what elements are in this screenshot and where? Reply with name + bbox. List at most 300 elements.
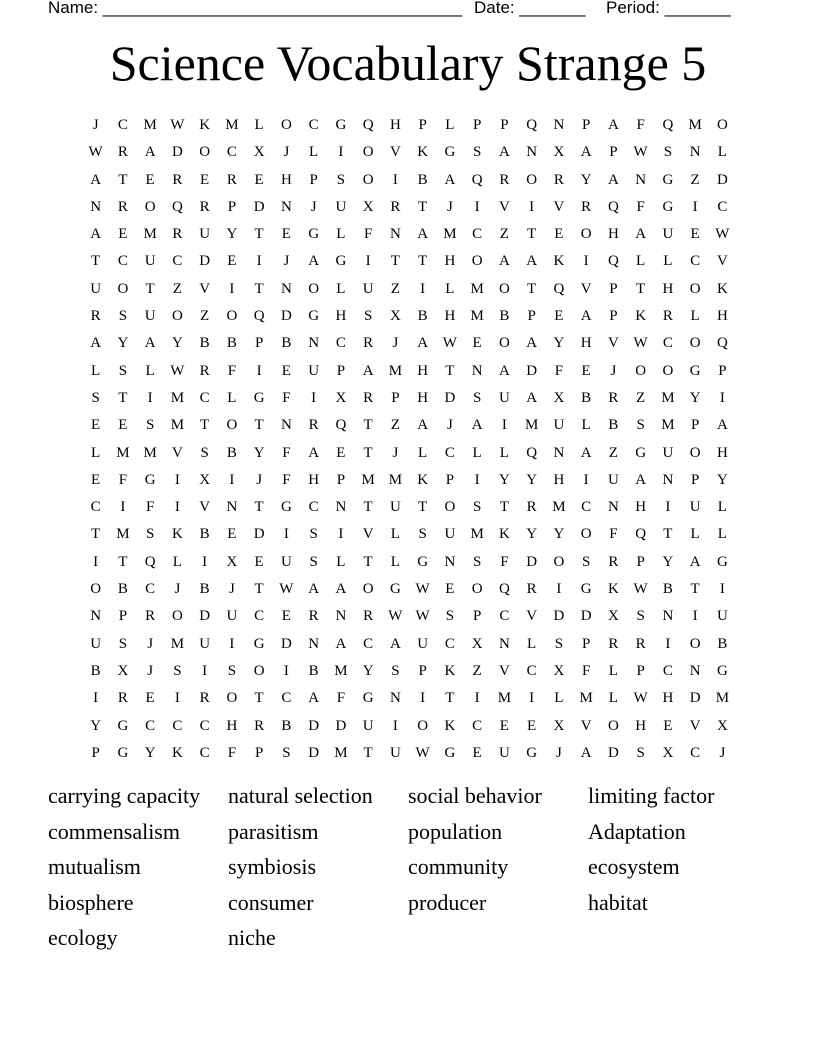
grid-letter: Q: [471, 171, 483, 188]
grid-letter: E: [336, 444, 346, 461]
grid-letter: T: [363, 444, 373, 461]
grid-letter: T: [118, 171, 128, 188]
grid-letter: S: [173, 662, 182, 679]
grid-letter: C: [363, 635, 374, 652]
grid-letter: D: [199, 253, 211, 270]
grid-letter: C: [581, 499, 592, 516]
grid-letter: E: [145, 171, 155, 188]
grid-letter: V: [716, 253, 728, 270]
grid-letter: A: [689, 553, 701, 570]
grid-letter: P: [254, 744, 264, 761]
grid-letter: N: [444, 553, 456, 570]
grid-letter: Y: [253, 444, 265, 461]
grid-letter: I: [420, 280, 426, 297]
grid-letter: N: [526, 144, 538, 161]
grid-letter: A: [580, 444, 592, 461]
grid-letter: I: [202, 662, 208, 679]
grid-letter: U: [144, 253, 156, 270]
grid-letter: O: [308, 280, 320, 297]
grid-letter: U: [662, 226, 674, 243]
grid-letter: O: [580, 526, 592, 543]
grid-letter: Z: [608, 444, 618, 461]
grid-letter: V: [199, 280, 211, 297]
grid-letter: Y: [498, 471, 510, 488]
grid-letter: E: [554, 226, 564, 243]
grid-letter: I: [665, 635, 671, 652]
grid-letter: W: [415, 744, 430, 761]
grid-letter: P: [636, 662, 645, 679]
grid-letter: T: [363, 744, 373, 761]
grid-letter: M: [388, 362, 403, 379]
word-list-item: natural selection: [228, 783, 373, 808]
grid-letter: P: [472, 117, 482, 133]
grid-letter: E: [91, 471, 101, 488]
grid-letter: K: [171, 526, 183, 543]
grid-letter: B: [499, 308, 510, 325]
grid-letter: T: [499, 499, 509, 516]
grid-letter: W: [388, 608, 403, 625]
grid-letter: L: [336, 280, 346, 297]
grid-letter: A: [417, 335, 429, 352]
grid-letter: P: [690, 471, 700, 488]
grid-letter: Q: [335, 417, 347, 434]
grid-letter: H: [553, 471, 565, 488]
grid-letter: U: [362, 717, 374, 734]
grid-letter: H: [662, 280, 674, 297]
grid-letter: L: [472, 444, 482, 461]
grid-letter: O: [171, 308, 183, 325]
grid-letter: O: [117, 280, 129, 297]
grid-letter: D: [689, 690, 701, 707]
grid-letter: Q: [607, 253, 619, 270]
grid-letter: T: [690, 581, 700, 598]
grid-letter: F: [118, 471, 128, 488]
grid-letter: A: [335, 581, 347, 598]
grid-letter: E: [118, 226, 128, 243]
grid-letter: E: [227, 253, 237, 270]
grid-letter: P: [581, 635, 591, 652]
grid-letter: U: [417, 635, 429, 652]
grid-letter: U: [689, 499, 701, 516]
grid-letter: S: [91, 389, 100, 406]
grid-letter: U: [498, 389, 510, 406]
grid-letter: I: [202, 553, 208, 570]
grid-letter: S: [309, 526, 318, 543]
grid-letter: Q: [171, 198, 183, 215]
grid-letter: U: [662, 444, 674, 461]
grid-letter: C: [254, 608, 265, 625]
grid-letter: Q: [144, 553, 156, 570]
grid-letter: P: [527, 308, 536, 325]
grid-row: [82, 223, 736, 250]
grid-letter: C: [690, 744, 701, 761]
grid-letter: M: [143, 226, 157, 243]
grid-letter: P: [472, 608, 482, 625]
grid-row: [82, 114, 736, 141]
grid-letter: W: [715, 226, 730, 243]
grid-letter: V: [580, 280, 592, 297]
grid-letter: R: [117, 144, 128, 161]
grid-letter: C: [226, 144, 237, 161]
grid-letter: O: [362, 171, 374, 188]
grid-letter: V: [362, 526, 374, 543]
grid-letter: J: [228, 581, 235, 598]
grid-letter: N: [280, 198, 292, 215]
grid-letter: A: [144, 335, 156, 352]
grid-letter: T: [418, 499, 428, 516]
grid-letter: T: [254, 581, 264, 598]
grid-letter: K: [607, 581, 619, 598]
grid-letter: G: [253, 635, 265, 652]
grid-letter: B: [417, 171, 428, 188]
word-list-item: ecosystem: [588, 854, 680, 880]
grid-letter: I: [474, 198, 480, 215]
grid-letter: M: [361, 471, 375, 488]
grid-letter: R: [363, 335, 374, 352]
grid-letter: I: [174, 499, 180, 516]
grid-letter: P: [500, 117, 509, 133]
grid-letter: G: [144, 471, 156, 488]
grid-letter: T: [118, 553, 128, 570]
grid-letter: C: [117, 253, 128, 270]
grid-letter: P: [91, 744, 100, 761]
grid-letter: N: [471, 362, 483, 379]
grid-letter: H: [716, 444, 728, 461]
grid-letter: O: [662, 362, 674, 379]
grid-letter: S: [145, 526, 155, 543]
grid-letter: C: [444, 444, 455, 461]
grid-letter: R: [363, 608, 374, 625]
grid-letter: U: [90, 280, 102, 297]
grid-letter: P: [227, 198, 237, 215]
grid-letter: E: [445, 581, 455, 598]
grid-letter: X: [117, 662, 129, 679]
header: [48, 0, 768, 19]
grid-letter: R: [308, 608, 319, 625]
grid-letter: I: [147, 389, 153, 406]
grid-letter: T: [363, 499, 373, 516]
grid-letter: T: [527, 280, 537, 297]
grid-letter: F: [636, 117, 645, 133]
grid-letter: B: [281, 717, 292, 734]
letter-grid: [82, 114, 736, 764]
grid-letter: O: [444, 499, 456, 516]
grid-row: [82, 196, 736, 223]
grid-letter: X: [553, 389, 565, 406]
grid-letter: Z: [390, 280, 400, 297]
grid-letter: A: [308, 581, 320, 598]
grid-letter: N: [308, 335, 320, 352]
grid-letter: X: [553, 717, 565, 734]
grid-letter: P: [445, 471, 455, 488]
grid-letter: B: [717, 635, 728, 652]
grid-letter: X: [389, 308, 401, 325]
word-list-item: carrying capacity: [48, 783, 201, 808]
word-list-item: social behavior: [408, 783, 542, 808]
grid-letter: L: [91, 444, 101, 461]
grid-letter: R: [90, 308, 101, 325]
grid-letter: O: [199, 144, 211, 161]
grid-letter: G: [417, 553, 429, 570]
grid-letter: O: [280, 117, 292, 133]
grid-letter: M: [443, 226, 457, 243]
grid-letter: E: [581, 362, 591, 379]
grid-letter: X: [362, 198, 374, 215]
grid-letter: K: [417, 471, 429, 488]
grid-letter: V: [199, 499, 211, 516]
grid-letter: U: [389, 499, 401, 516]
grid-letter: D: [253, 198, 265, 215]
grid-letter: I: [229, 280, 235, 297]
grid-letter: P: [254, 335, 264, 352]
grid-letter: E: [281, 362, 291, 379]
word-list-item: symbiosis: [228, 854, 317, 880]
grid-letter: H: [444, 253, 456, 270]
grid-letter: G: [716, 553, 728, 570]
grid-letter: Y: [526, 526, 538, 543]
grid-letter: C: [662, 335, 673, 352]
grid-letter: G: [389, 581, 401, 598]
grid-letter: H: [308, 471, 320, 488]
grid-letter: O: [498, 280, 510, 297]
grid-letter: Y: [362, 662, 374, 679]
grid-letter: P: [418, 117, 427, 133]
grid-letter: T: [445, 690, 455, 707]
grid-letter: H: [389, 117, 401, 133]
grid-letter: F: [282, 444, 291, 461]
grid-letter: B: [226, 335, 237, 352]
grid-letter: R: [662, 308, 673, 325]
grid-letter: Y: [90, 717, 102, 734]
word-list-item: parasitism: [228, 818, 319, 844]
grid-letter: U: [607, 471, 619, 488]
grid-letter: A: [716, 417, 728, 434]
grid-letter: W: [633, 690, 648, 707]
grid-letter: M: [552, 499, 566, 516]
grid-letter: C: [499, 608, 510, 625]
grid-letter: Q: [553, 280, 565, 297]
grid-letter: R: [608, 635, 619, 652]
grid-letter: R: [608, 389, 619, 406]
grid-letter: C: [472, 717, 483, 734]
grid-letter: X: [199, 471, 211, 488]
grid-letter: R: [172, 171, 183, 188]
grid-letter: I: [229, 635, 235, 652]
grid-letter: X: [335, 389, 347, 406]
grid-letter: E: [472, 335, 482, 352]
grid-letter: T: [254, 690, 264, 707]
grid-row: [82, 278, 736, 305]
grid-letter: F: [227, 744, 237, 761]
grid-letter: M: [470, 526, 484, 543]
grid-letter: L: [717, 499, 727, 516]
grid-letter: I: [420, 690, 426, 707]
grid-letter: S: [200, 444, 209, 461]
grid-letter: W: [279, 581, 294, 598]
grid-letter: L: [717, 144, 727, 161]
grid-letter: Z: [690, 171, 700, 188]
grid-letter: B: [199, 581, 210, 598]
grid-letter: O: [716, 117, 728, 133]
grid-letter: K: [444, 717, 456, 734]
grid-letter: Z: [200, 308, 210, 325]
grid-row: [82, 742, 736, 769]
grid-letter: T: [254, 417, 264, 434]
grid-letter: F: [609, 526, 618, 543]
grid-letter: Y: [526, 471, 538, 488]
grid-letter: S: [472, 553, 482, 570]
grid-letter: I: [120, 499, 126, 516]
grid-letter: I: [392, 171, 398, 188]
grid-letter: M: [170, 417, 185, 434]
grid-letter: Z: [172, 280, 182, 297]
grid-letter: E: [254, 553, 264, 570]
grid-row: [82, 551, 736, 578]
grid-letter: G: [580, 581, 592, 598]
grid-letter: Y: [716, 471, 728, 488]
grid-letter: X: [553, 662, 565, 679]
grid-letter: L: [690, 526, 700, 543]
grid-letter: X: [607, 608, 619, 625]
grid-letter: T: [663, 526, 673, 543]
grid-letter: I: [283, 662, 289, 679]
grid-letter: G: [635, 444, 647, 461]
grid-letter: G: [308, 226, 320, 243]
grid-letter: I: [719, 389, 725, 406]
grid-row: [82, 469, 736, 496]
grid-letter: T: [254, 226, 264, 243]
grid-letter: X: [553, 144, 565, 161]
grid-letter: O: [689, 335, 701, 352]
grid-letter: G: [662, 198, 674, 215]
grid-letter: N: [389, 690, 401, 707]
grid-letter: H: [580, 335, 592, 352]
grid-letter: A: [308, 253, 320, 270]
grid-letter: R: [553, 171, 564, 188]
grid-row: [82, 169, 736, 196]
grid-letter: K: [417, 144, 429, 161]
grid-letter: I: [583, 471, 589, 488]
grid-row: [82, 442, 736, 469]
grid-letter: T: [445, 362, 455, 379]
grid-letter: R: [199, 198, 210, 215]
grid-letter: A: [526, 335, 538, 352]
word-list-item: limiting factor: [588, 783, 715, 808]
grid-letter: F: [363, 226, 373, 243]
grid-letter: R: [199, 362, 210, 379]
grid-letter: S: [363, 308, 373, 325]
grid-letter: H: [607, 226, 619, 243]
grid-letter: R: [145, 608, 156, 625]
grid-letter: G: [280, 499, 292, 516]
grid-letter: G: [117, 717, 129, 734]
grid-letter: D: [171, 144, 183, 161]
grid-row: [82, 387, 736, 414]
grid-letter: K: [716, 280, 728, 297]
grid-letter: A: [90, 335, 102, 352]
grid-letter: P: [336, 362, 346, 379]
grid-letter: T: [390, 253, 400, 270]
grid-letter: U: [226, 608, 238, 625]
grid-letter: J: [283, 253, 290, 270]
grid-row: [82, 633, 736, 660]
grid-letter: S: [581, 553, 591, 570]
grid-letter: U: [335, 198, 347, 215]
grid-letter: A: [498, 144, 510, 161]
grid-letter: L: [336, 226, 346, 243]
grid-letter: L: [690, 308, 700, 325]
grid-letter: S: [309, 553, 318, 570]
grid-letter: R: [117, 198, 128, 215]
word-list-item: niche: [228, 925, 276, 951]
grid-letter: K: [498, 526, 510, 543]
grid-letter: D: [335, 717, 347, 734]
grid-letter: C: [199, 717, 210, 734]
grid-letter: V: [607, 335, 619, 352]
grid-letter: A: [607, 171, 619, 188]
grid-row: [82, 305, 736, 332]
grid-letter: I: [719, 581, 725, 598]
grid-letter: Y: [553, 335, 565, 352]
grid-letter: C: [308, 117, 319, 133]
grid-letter: G: [335, 117, 347, 133]
grid-letter: X: [471, 635, 483, 652]
grid-letter: V: [526, 608, 538, 625]
grid-letter: L: [663, 253, 673, 270]
grid-letter: M: [388, 471, 403, 488]
grid-letter: N: [335, 608, 347, 625]
grid-letter: N: [90, 198, 102, 215]
grid-letter: T: [91, 526, 101, 543]
grid-letter: W: [415, 581, 430, 598]
grid-letter: A: [580, 308, 592, 325]
grid-letter: L: [390, 526, 400, 543]
grid-letter: N: [335, 499, 347, 516]
grid-letter: F: [554, 362, 564, 379]
grid-letter: L: [608, 690, 618, 707]
grid-letter: S: [554, 635, 564, 652]
grid-letter: A: [417, 226, 429, 243]
grid-letter: P: [609, 280, 618, 297]
grid-letter: J: [446, 417, 453, 434]
grid-letter: S: [472, 389, 482, 406]
grid-letter: S: [636, 417, 645, 434]
grid-letter: G: [362, 690, 374, 707]
grid-letter: N: [635, 171, 647, 188]
grid-letter: C: [90, 499, 101, 516]
grid-letter: P: [309, 171, 318, 188]
grid-letter: Y: [689, 389, 701, 406]
word-list-item: mutualism: [48, 854, 141, 880]
grid-letter: T: [363, 417, 373, 434]
grid-letter: I: [93, 690, 99, 707]
grid-letter: J: [555, 744, 562, 761]
grid-letter: U: [308, 362, 320, 379]
grid-letter: C: [662, 662, 673, 679]
grid-letter: S: [227, 662, 237, 679]
grid-letter: C: [172, 253, 183, 270]
grid-letter: D: [607, 744, 619, 761]
grid-letter: I: [256, 253, 262, 270]
grid-letter: W: [633, 335, 648, 352]
grid-letter: R: [117, 690, 128, 707]
grid-letter: I: [474, 471, 480, 488]
grid-letter: V: [498, 662, 510, 679]
grid-letter: V: [171, 444, 183, 461]
grid-letter: C: [199, 389, 210, 406]
grid-letter: R: [581, 198, 592, 215]
grid-letter: D: [199, 608, 211, 625]
